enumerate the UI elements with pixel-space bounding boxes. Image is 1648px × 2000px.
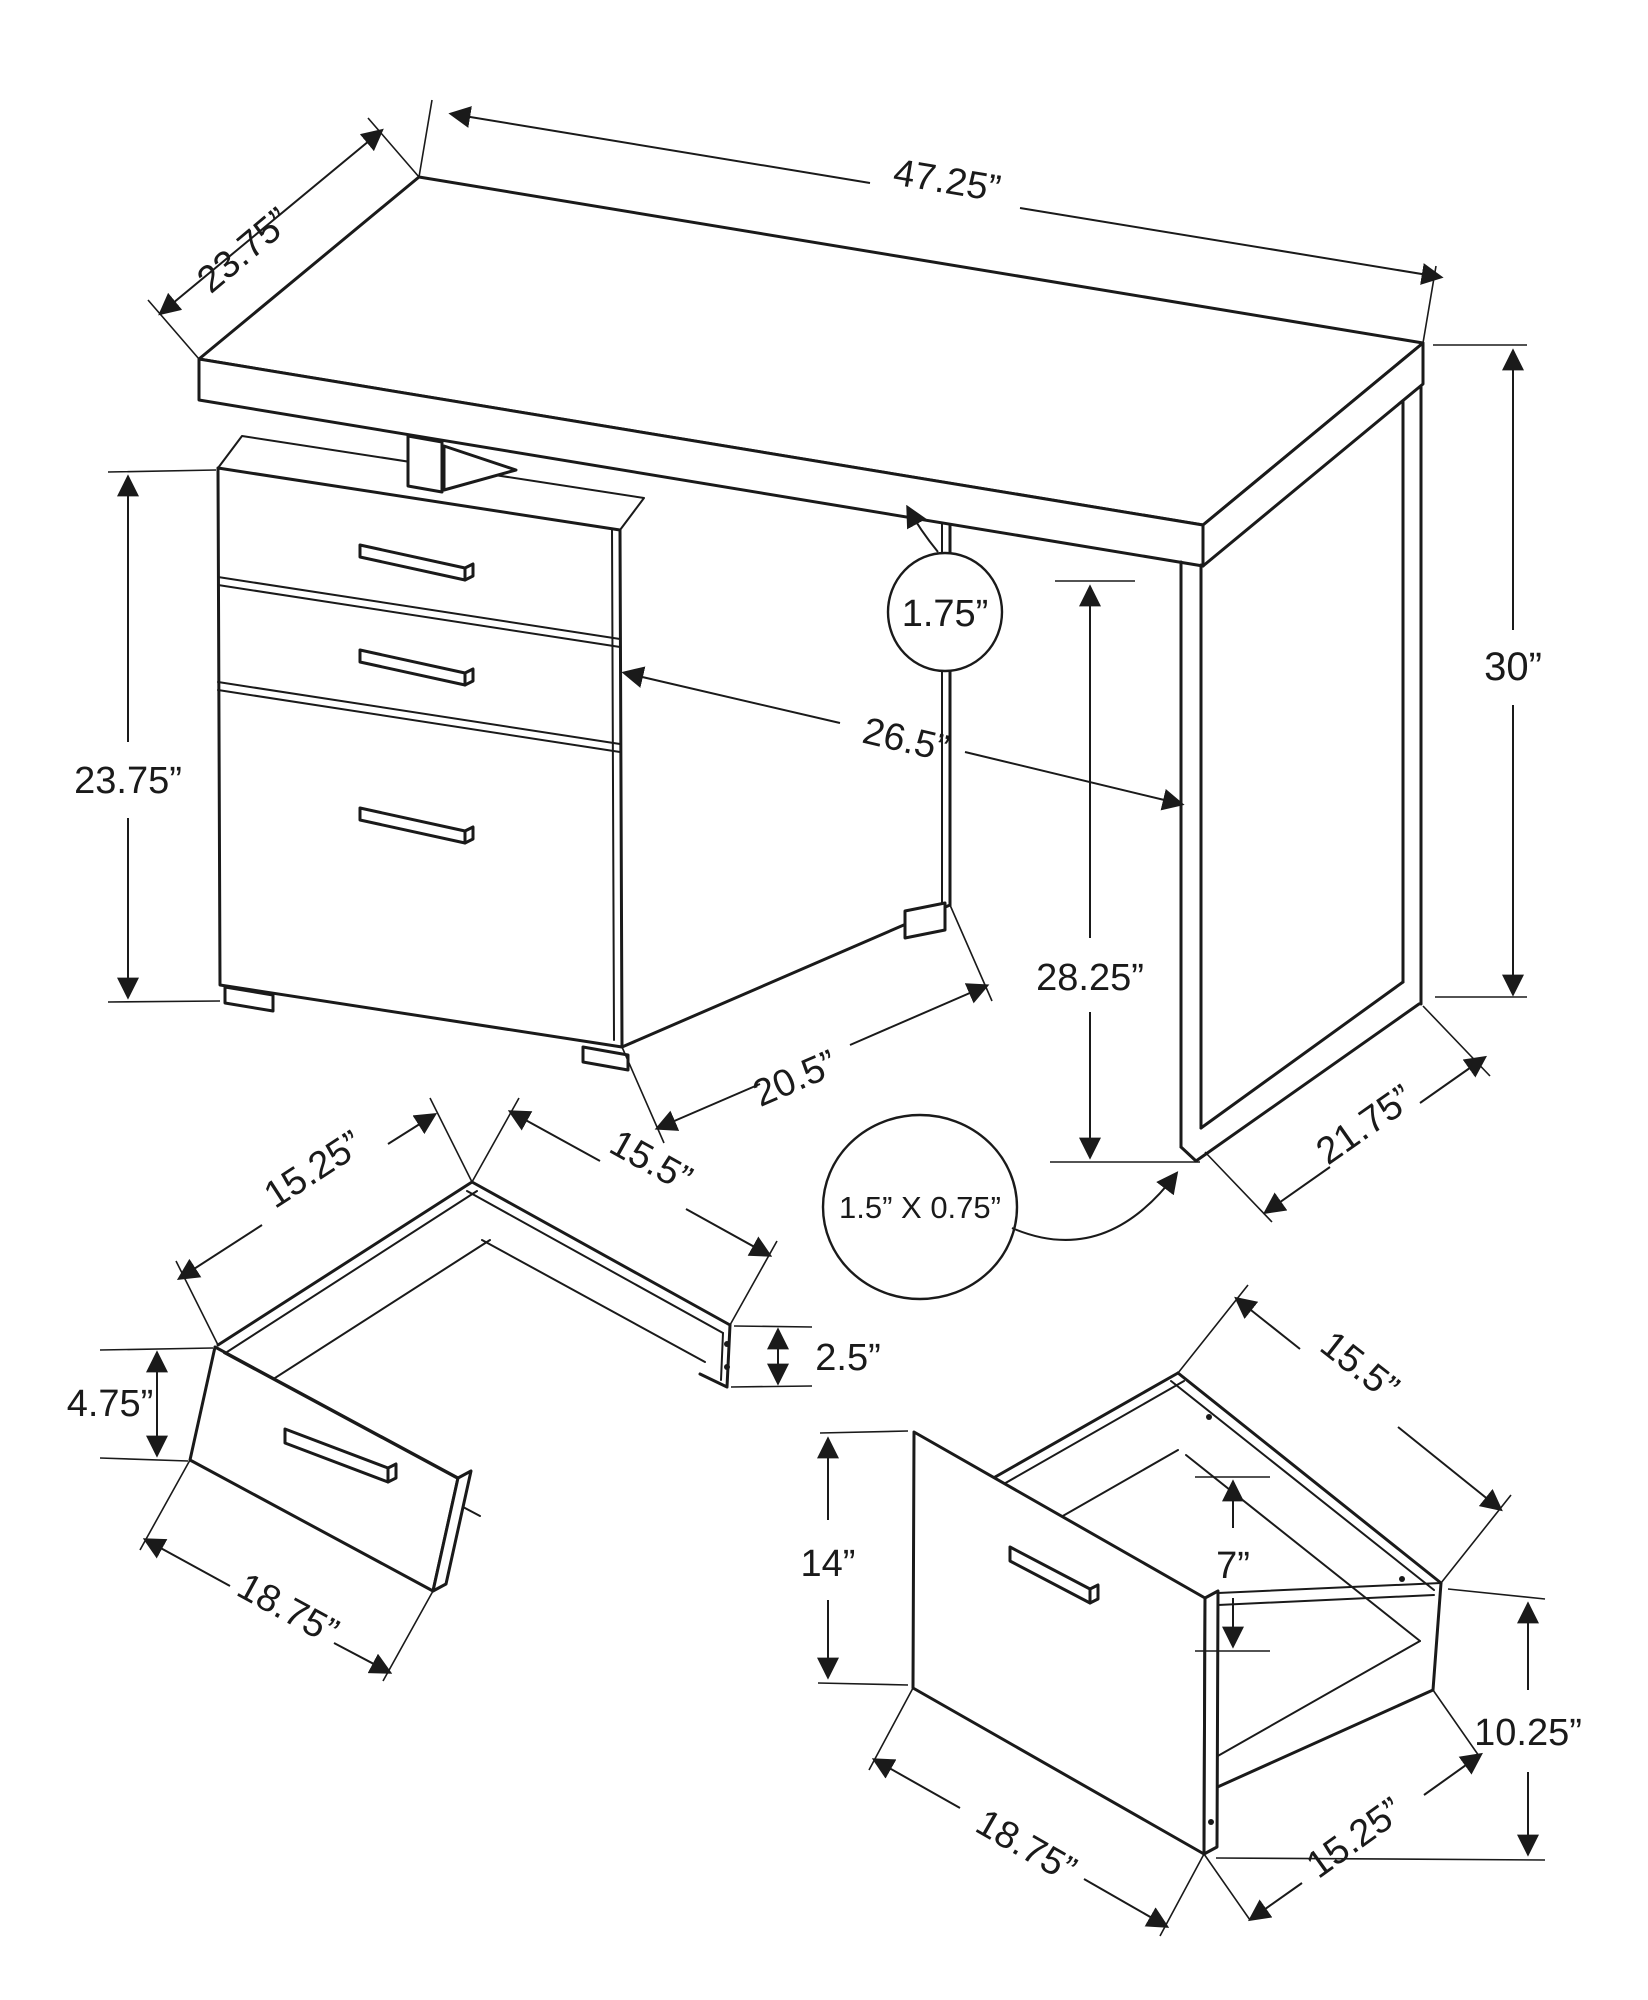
dim-pedestal-depth: 20.5”: [747, 1042, 844, 1116]
panel-foot: [905, 903, 945, 938]
pencil-drawer-structure: [190, 1182, 730, 1591]
dim-leg-depth: 21.75”: [1308, 1077, 1422, 1174]
dim-front-height: 4.75”: [66, 1383, 154, 1425]
dim-inner-back-height: 7”: [1216, 1545, 1250, 1587]
pencil-drawer-dimensions: [67, 1098, 881, 1681]
dim-top-width: 47.25”: [890, 151, 1004, 211]
pedestal-foot: [583, 1047, 628, 1070]
dim-outer-width: 18.75”: [230, 1565, 346, 1654]
file-drawer-structure: [913, 1373, 1441, 1854]
dim-back-height: 2.5”: [815, 1337, 881, 1379]
dim-top-thickness: 1.75”: [901, 593, 989, 635]
dim-top-depth: 23.75”: [189, 200, 300, 302]
dim-pedestal-height: 23.75”: [74, 760, 182, 802]
dim-side-height: 10.25”: [1474, 1712, 1582, 1754]
dim-clearance-height: 28.25”: [1036, 957, 1144, 999]
pencil-drawer-view: [67, 1098, 881, 1681]
dim-outer-width: 18.75”: [968, 1801, 1084, 1892]
dim-clearance-width: 26.5”: [858, 710, 953, 771]
dim-bottom-depth: 15.25”: [1298, 1789, 1412, 1887]
drawer-pedestal: [218, 468, 628, 1070]
desk-isometric-view: [74, 100, 1542, 1299]
file-drawer-view: [801, 1285, 1582, 1936]
dim-inner-width: 15.25”: [256, 1122, 371, 1217]
dim-leg-tube-size: 1.5” X 0.75”: [839, 1190, 1001, 1225]
dim-front-height: 14”: [800, 1543, 856, 1585]
dim-overall-height: 30”: [1484, 645, 1542, 689]
dim-inner-depth: 15.5”: [602, 1122, 699, 1201]
dim-inner-depth: 15.5”: [1312, 1323, 1407, 1410]
